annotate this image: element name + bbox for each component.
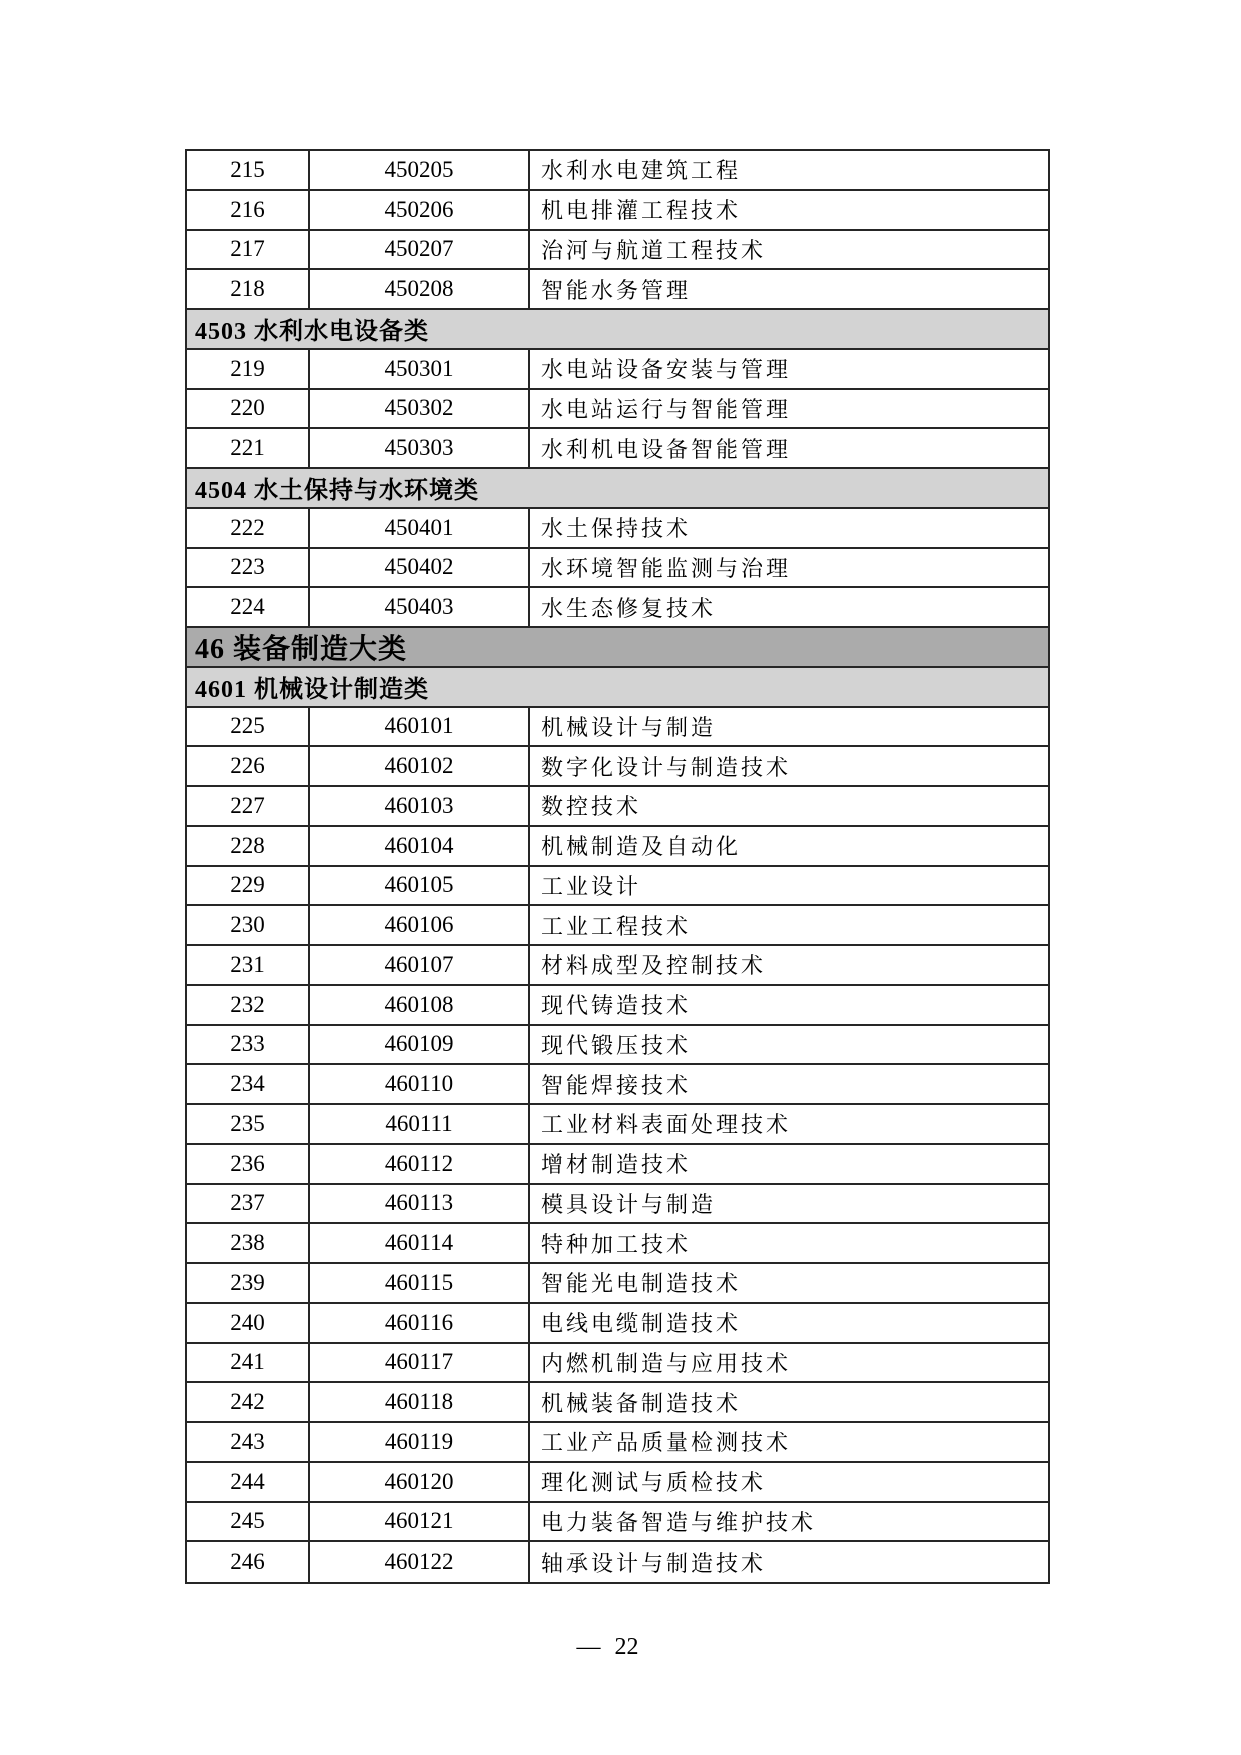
row-serial-number: 221 [187, 429, 310, 467]
row-serial-number: 234 [187, 1065, 310, 1103]
major-name: 水利机电设备智能管理 [541, 436, 792, 462]
major-code: 460104 [310, 827, 530, 865]
row-serial-number: 240 [187, 1304, 310, 1342]
major-name: 电线电缆制造技术 [541, 1311, 742, 1337]
row-serial-number: 245 [187, 1503, 310, 1541]
table-row [187, 747, 1048, 787]
page-number: — 22 [576, 1634, 639, 1660]
page-footer [0, 1632, 1241, 1662]
row-serial-number: 246 [187, 1542, 310, 1582]
major-name: 工业设计 [541, 873, 642, 899]
major-code: 450206 [310, 191, 530, 229]
major-code: 460111 [310, 1105, 530, 1143]
table-row [187, 827, 1048, 867]
major-name: 工业材料表面处理技术 [541, 1112, 792, 1138]
major-name: 水电站运行与智能管理 [541, 396, 792, 422]
major-name: 现代铸造技术 [541, 993, 692, 1019]
major-code: 450208 [310, 270, 530, 308]
major-code: 460107 [310, 946, 530, 984]
row-serial-number: 243 [187, 1423, 310, 1461]
major-code: 460113 [310, 1185, 530, 1223]
major-code: 450301 [310, 350, 530, 388]
table-row [187, 1185, 1048, 1225]
major-name: 工业工程技术 [541, 913, 692, 939]
major-code: 460101 [310, 708, 530, 746]
major-code: 460109 [310, 1026, 530, 1064]
category-header-row [187, 668, 1048, 708]
major-name: 水土保持技术 [541, 516, 692, 542]
major-name: 现代锻压技术 [541, 1032, 692, 1058]
major-code: 450303 [310, 429, 530, 467]
row-serial-number: 218 [187, 270, 310, 308]
major-code: 460110 [310, 1065, 530, 1103]
major-name: 特种加工技术 [541, 1231, 692, 1257]
major-code: 460120 [310, 1463, 530, 1501]
major-name: 机械制造及自动化 [541, 834, 742, 860]
table-row [187, 708, 1048, 748]
major-name: 智能水务管理 [541, 277, 692, 303]
table-row [187, 1542, 1048, 1582]
major-name: 模具设计与制造 [541, 1191, 717, 1217]
major-code: 460112 [310, 1145, 530, 1183]
table-row [187, 231, 1048, 271]
majors-table [185, 149, 1050, 1584]
major-name: 水生态修复技术 [541, 595, 717, 621]
major-name: 治河与航道工程技术 [541, 237, 767, 263]
row-serial-number: 233 [187, 1026, 310, 1064]
category-header-label: 4503 水利水电设备类 [195, 319, 429, 346]
table-row [187, 1145, 1048, 1185]
row-serial-number: 219 [187, 350, 310, 388]
category-header-row [187, 469, 1048, 509]
row-serial-number: 242 [187, 1383, 310, 1421]
row-serial-number: 235 [187, 1105, 310, 1143]
major-name: 水环境智能监测与治理 [541, 555, 792, 581]
table-row [187, 906, 1048, 946]
row-serial-number: 239 [187, 1264, 310, 1302]
major-code: 460105 [310, 867, 530, 905]
major-code: 460108 [310, 986, 530, 1024]
row-serial-number: 228 [187, 827, 310, 865]
table-row [187, 151, 1048, 191]
major-code: 460103 [310, 787, 530, 825]
major-code: 460102 [310, 747, 530, 785]
major-name: 理化测试与质检技术 [541, 1470, 767, 1496]
major-name: 电力装备智造与维护技术 [541, 1509, 817, 1535]
major-name: 智能焊接技术 [541, 1072, 692, 1098]
table-row [187, 549, 1048, 589]
category-header-row [187, 310, 1048, 350]
major-name: 数控技术 [541, 794, 642, 820]
table-row [187, 270, 1048, 310]
row-serial-number: 217 [187, 231, 310, 269]
row-serial-number: 216 [187, 191, 310, 229]
table-row [187, 787, 1048, 827]
major-code: 460114 [310, 1224, 530, 1262]
table-row [187, 1026, 1048, 1066]
table-row [187, 1264, 1048, 1304]
major-code: 450205 [310, 151, 530, 189]
major-code: 450207 [310, 231, 530, 269]
major-code: 460115 [310, 1264, 530, 1302]
major-name: 数字化设计与制造技术 [541, 754, 792, 780]
major-code: 460118 [310, 1383, 530, 1421]
major-name: 增材制造技术 [541, 1152, 692, 1178]
major-code: 450402 [310, 549, 530, 587]
major-name: 水电站设备安装与管理 [541, 357, 792, 383]
table-row [187, 867, 1048, 907]
table-row [187, 390, 1048, 430]
table-row [187, 1423, 1048, 1463]
major-name: 工业产品质量检测技术 [541, 1430, 792, 1456]
major-name: 水利水电建筑工程 [541, 158, 742, 184]
major-code: 450401 [310, 509, 530, 547]
row-serial-number: 244 [187, 1463, 310, 1501]
table-row [187, 1383, 1048, 1423]
table-row [187, 1065, 1048, 1105]
table-row [187, 509, 1048, 549]
major-name: 内燃机制造与应用技术 [541, 1350, 792, 1376]
table-row [187, 588, 1048, 628]
row-serial-number: 215 [187, 151, 310, 189]
table-row [187, 946, 1048, 986]
table-row [187, 1105, 1048, 1145]
major-code: 460116 [310, 1304, 530, 1342]
major-code: 460122 [310, 1542, 530, 1582]
major-code: 460121 [310, 1503, 530, 1541]
major-code: 460117 [310, 1344, 530, 1382]
major-name: 材料成型及控制技术 [541, 953, 767, 979]
row-serial-number: 230 [187, 906, 310, 944]
table-row [187, 350, 1048, 390]
major-group-header-row [187, 628, 1048, 668]
major-code: 460106 [310, 906, 530, 944]
table-row [187, 1224, 1048, 1264]
major-group-header-label: 46 装备制造大类 [195, 633, 408, 665]
table-row [187, 1463, 1048, 1503]
row-serial-number: 231 [187, 946, 310, 984]
row-serial-number: 232 [187, 986, 310, 1024]
table-row [187, 1344, 1048, 1384]
row-serial-number: 241 [187, 1344, 310, 1382]
row-serial-number: 224 [187, 588, 310, 626]
major-name: 机电排灌工程技术 [541, 198, 742, 224]
row-serial-number: 220 [187, 390, 310, 428]
row-serial-number: 223 [187, 549, 310, 587]
table-row [187, 191, 1048, 231]
major-name: 机械设计与制造 [541, 714, 717, 740]
table-row [187, 986, 1048, 1026]
category-header-label: 4601 机械设计制造类 [195, 677, 429, 704]
row-serial-number: 227 [187, 787, 310, 825]
row-serial-number: 225 [187, 708, 310, 746]
row-serial-number: 236 [187, 1145, 310, 1183]
row-serial-number: 222 [187, 509, 310, 547]
major-code: 460119 [310, 1423, 530, 1461]
table-row [187, 429, 1048, 469]
table-row [187, 1503, 1048, 1543]
category-header-label: 4504 水土保持与水环境类 [195, 478, 479, 505]
major-name: 智能光电制造技术 [541, 1271, 742, 1297]
row-serial-number: 237 [187, 1185, 310, 1223]
major-code: 450302 [310, 390, 530, 428]
row-serial-number: 226 [187, 747, 310, 785]
major-name: 机械装备制造技术 [541, 1390, 742, 1416]
major-name: 轴承设计与制造技术 [541, 1550, 767, 1576]
row-serial-number: 238 [187, 1224, 310, 1262]
major-code: 450403 [310, 588, 530, 626]
row-serial-number: 229 [187, 867, 310, 905]
table-row [187, 1304, 1048, 1344]
